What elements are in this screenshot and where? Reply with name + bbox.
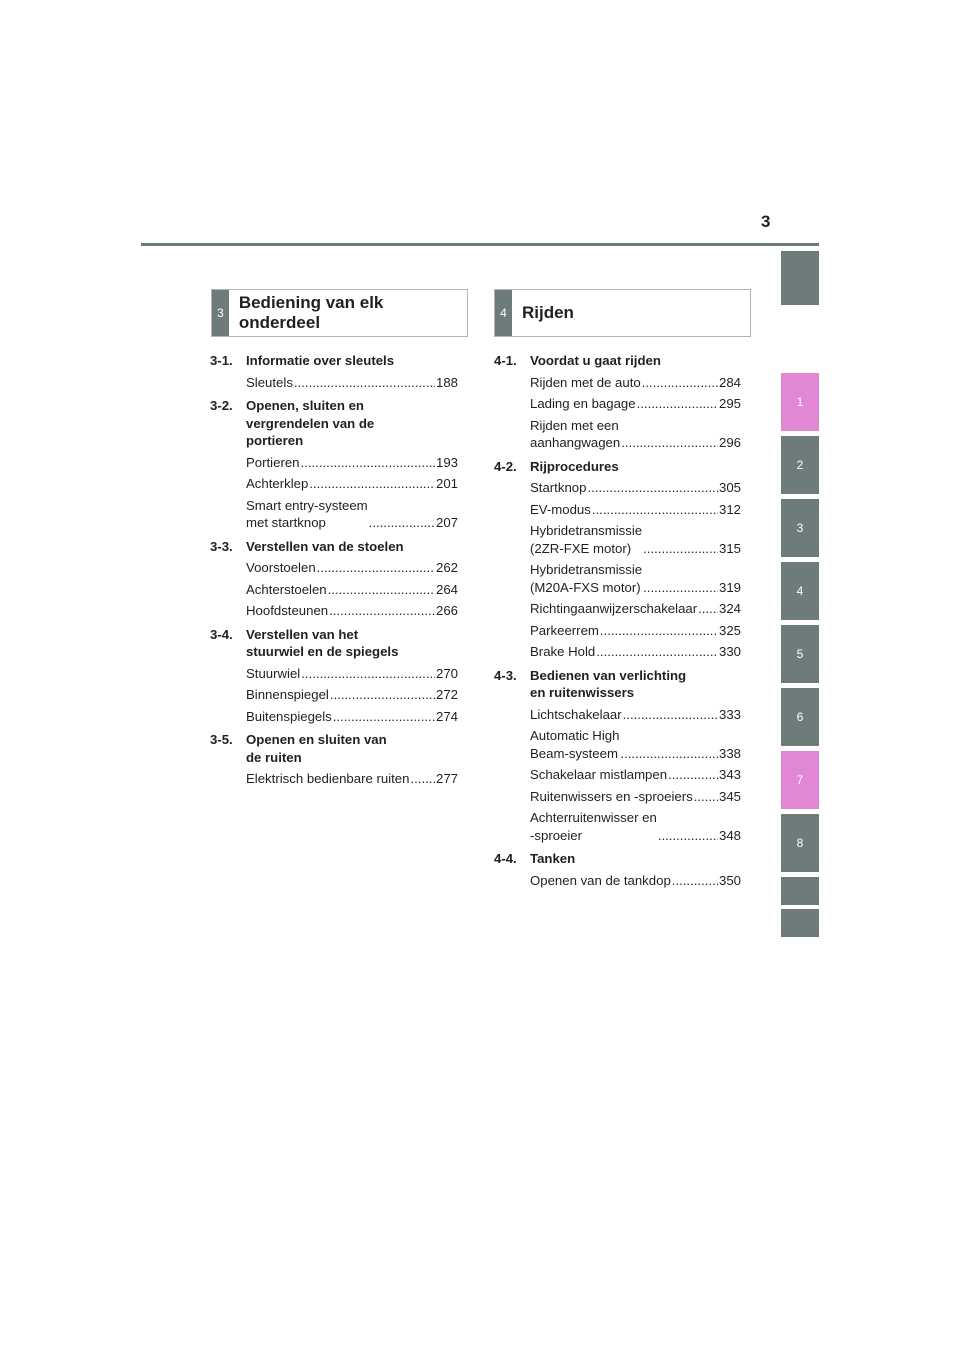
entry-page-number: 345 xyxy=(718,788,741,804)
entry-page-number: 324 xyxy=(718,601,741,616)
entry-label: Richtingaanwijzerschakelaar xyxy=(530,601,698,616)
toc-entry[interactable] xyxy=(530,788,741,806)
chapter-code: 4-3. xyxy=(494,667,517,683)
entry-page-number: 343 xyxy=(718,767,741,782)
entry-label: Elektrisch bedienbare ruiten xyxy=(246,771,410,786)
entry-label: Binnenspiegel xyxy=(246,687,329,702)
section-header-4 xyxy=(494,289,751,337)
chapter-title: Tanken xyxy=(530,851,576,866)
entry-page-number: 193 xyxy=(435,454,458,470)
toc-entry[interactable] xyxy=(530,706,741,724)
entry-page-number: 270 xyxy=(435,665,458,681)
page-number: 3 xyxy=(761,212,771,231)
entry-page-number: 325 xyxy=(718,622,741,638)
section-header-3 xyxy=(211,289,468,337)
entry-page-number: 333 xyxy=(718,706,741,722)
section-number: 3 xyxy=(212,290,229,336)
chapter-title: Openen, sluiten en vergrendelen van de portieren xyxy=(246,398,375,448)
header-rule xyxy=(141,243,819,246)
section-tab-5[interactable]: 5 xyxy=(781,625,819,683)
toc-entry[interactable] xyxy=(530,479,741,497)
entry-label: Schakelaar mistlampen xyxy=(530,767,668,782)
toc-entry[interactable] xyxy=(246,581,458,599)
entry-page-number: 262 xyxy=(435,560,458,575)
entry-label: Stuurwiel xyxy=(246,665,301,681)
entry-page-number: 264 xyxy=(435,581,458,597)
dot-leader xyxy=(309,475,435,493)
entry-page-number: 188 xyxy=(435,374,458,390)
chapter-heading[interactable] xyxy=(494,850,741,868)
dot-leader xyxy=(592,501,718,519)
entry-page-number: 312 xyxy=(718,501,741,517)
entry-label: Automatic High Beam-systeem xyxy=(530,728,620,761)
toc-chapter xyxy=(494,458,741,661)
dot-leader xyxy=(642,374,718,392)
entry-label: Rijden met een aanhangwagen xyxy=(530,417,621,450)
chapter-heading[interactable] xyxy=(494,352,741,370)
chapter-heading[interactable] xyxy=(494,667,741,702)
toc-entry[interactable] xyxy=(246,770,458,788)
toc-right-column xyxy=(494,352,741,893)
toc-entry[interactable] xyxy=(246,708,458,726)
entry-page-number: 319 xyxy=(718,579,741,595)
entry-page-number: 284 xyxy=(718,374,741,390)
chapter-code: 4-1. xyxy=(494,353,517,368)
toc-entry[interactable] xyxy=(530,727,741,762)
toc-chapter xyxy=(210,397,458,532)
section-tab-1[interactable]: 1 xyxy=(781,373,819,431)
entry-label: Hybridetransmissie (M20A-FXS motor) xyxy=(530,562,643,595)
entry-label: Achterklep xyxy=(246,476,309,491)
dot-leader xyxy=(637,395,718,413)
chapter-heading[interactable] xyxy=(210,626,458,661)
dot-leader xyxy=(658,827,718,845)
chapter-title: Informatie over sleutels xyxy=(246,353,395,368)
entry-label: Startknop xyxy=(530,480,587,495)
entry-page-number: 295 xyxy=(718,396,741,411)
toc-chapter xyxy=(210,538,458,620)
dot-leader xyxy=(643,540,718,558)
entry-label: Hoofdsteunen xyxy=(246,603,329,618)
chapter-title: Verstellen van de stoelen xyxy=(246,538,404,554)
toc-entry[interactable] xyxy=(530,561,741,596)
entry-label: Lichtschakelaar xyxy=(530,706,622,722)
chapter-code: 3-3. xyxy=(210,538,233,554)
dot-leader xyxy=(294,374,435,392)
toc-entry[interactable] xyxy=(530,395,741,413)
dot-leader xyxy=(301,454,435,472)
entry-label: Achterstoelen xyxy=(246,581,327,597)
toc-entry[interactable] xyxy=(246,454,458,472)
chapter-code: 3-2. xyxy=(210,398,233,413)
entry-page-number: 274 xyxy=(435,708,458,724)
dot-leader xyxy=(369,514,435,532)
entry-label: Smart entry-systeem met startknop xyxy=(246,497,368,530)
toc-entry[interactable] xyxy=(246,686,458,704)
dot-leader xyxy=(328,581,435,599)
chapter-title: Bedienen van verlichting en ruitenwissers xyxy=(530,667,687,700)
entry-page-number: 201 xyxy=(435,476,458,491)
toc-chapter xyxy=(494,352,741,452)
entry-label: Buitenspiegels xyxy=(246,708,332,724)
toc-chapter xyxy=(210,352,458,391)
toc-entry[interactable] xyxy=(530,809,741,844)
chapter-heading[interactable] xyxy=(494,458,741,476)
section-title: Rijden xyxy=(522,303,574,322)
chapter-title: Verstellen van het stuurwiel en de spiegels xyxy=(246,626,399,659)
chapter-code: 3-1. xyxy=(210,353,233,368)
dot-leader xyxy=(587,479,718,497)
chapter-heading[interactable] xyxy=(210,731,458,766)
section-tab-blank[interactable] xyxy=(781,251,819,305)
entry-page-number: 277 xyxy=(435,771,458,786)
chapter-code: 3-5. xyxy=(210,732,233,747)
entry-label: Rijden met de auto xyxy=(530,374,641,390)
entry-label: Voorstoelen xyxy=(246,560,316,575)
chapter-title: Rijprocedures xyxy=(530,458,619,474)
chapter-heading[interactable] xyxy=(210,397,458,450)
dot-leader xyxy=(600,622,718,640)
section-tab-4[interactable]: 4 xyxy=(781,562,819,620)
entry-page-number: 315 xyxy=(718,540,741,556)
entry-label: Brake Hold xyxy=(530,644,596,659)
entry-label: Openen van de tankdop xyxy=(530,872,671,888)
dot-leader xyxy=(668,766,718,784)
toc-left-column xyxy=(210,352,458,792)
section-tab-7[interactable]: 7 xyxy=(781,751,819,809)
entry-page-number: 348 xyxy=(718,827,741,843)
toc-entry[interactable] xyxy=(246,559,458,577)
entry-label: EV-modus xyxy=(530,501,591,517)
entry-page-number: 350 xyxy=(718,872,741,888)
toc-chapter xyxy=(494,667,741,845)
dot-leader xyxy=(330,686,435,704)
chapter-heading[interactable] xyxy=(210,538,458,556)
section-tab-blank[interactable] xyxy=(781,877,819,905)
dot-leader xyxy=(621,434,718,452)
toc-chapter xyxy=(210,731,458,788)
dot-leader xyxy=(623,706,718,724)
dot-leader xyxy=(643,579,718,597)
chapter-code: 3-4. xyxy=(210,626,233,642)
toc-chapter xyxy=(210,626,458,726)
entry-label: Achterruitenwisser en -sproeier xyxy=(530,810,657,843)
chapter-title: Voordat u gaat rijden xyxy=(530,353,661,368)
section-tab-2[interactable]: 2 xyxy=(781,436,819,494)
toc-entry[interactable] xyxy=(246,374,458,392)
toc-chapter xyxy=(494,850,741,889)
toc-entry[interactable] xyxy=(530,643,741,661)
dot-leader xyxy=(596,643,718,661)
toc-entry[interactable] xyxy=(246,497,458,532)
toc-entry[interactable] xyxy=(530,600,741,618)
entry-page-number: 266 xyxy=(435,603,458,618)
dot-leader xyxy=(317,559,435,577)
toc-entry[interactable] xyxy=(530,374,741,392)
dot-leader xyxy=(329,602,435,620)
dot-leader xyxy=(698,600,718,618)
entry-label: Lading en bagage xyxy=(530,396,636,411)
chapter-code: 4-4. xyxy=(494,851,517,866)
entry-label: Parkeerrem xyxy=(530,622,599,638)
toc-entry[interactable] xyxy=(246,475,458,493)
section-title: Bediening van elk onderdeel xyxy=(238,293,384,332)
dot-leader xyxy=(333,708,435,726)
toc-entry[interactable] xyxy=(530,622,741,640)
toc-entry[interactable] xyxy=(530,766,741,784)
entry-page-number: 338 xyxy=(718,745,741,761)
toc-entry[interactable] xyxy=(530,501,741,519)
entry-label: Sleutels xyxy=(246,374,293,390)
entry-page-number: 296 xyxy=(718,435,741,450)
chapter-code: 4-2. xyxy=(494,458,517,474)
section-tab-3[interactable]: 3 xyxy=(781,499,819,557)
dot-leader xyxy=(410,770,435,788)
entry-page-number: 330 xyxy=(718,644,741,659)
entry-label: Portieren xyxy=(246,454,300,470)
toc-entry[interactable] xyxy=(246,602,458,620)
entry-page-number: 305 xyxy=(718,480,741,495)
dot-leader xyxy=(694,788,718,806)
entry-label: Hybridetransmissie (2ZR-FXE motor) xyxy=(530,523,643,556)
dot-leader xyxy=(672,872,718,890)
section-number: 4 xyxy=(495,290,512,336)
section-tab-8[interactable]: 8 xyxy=(781,814,819,872)
dot-leader xyxy=(301,665,435,683)
toc-entry[interactable] xyxy=(530,522,741,557)
section-tab-blank[interactable] xyxy=(781,909,819,937)
section-tab-6[interactable]: 6 xyxy=(781,688,819,746)
entry-label: Ruitenwissers en -sproeiers xyxy=(530,788,693,804)
entry-page-number: 207 xyxy=(435,515,458,530)
chapter-heading[interactable] xyxy=(210,352,458,370)
entry-page-number: 272 xyxy=(435,687,458,702)
toc-entry[interactable] xyxy=(530,872,741,890)
dot-leader xyxy=(620,745,718,763)
toc-entry[interactable] xyxy=(530,417,741,452)
toc-entry[interactable] xyxy=(246,665,458,683)
chapter-title: Openen en sluiten van de ruiten xyxy=(246,732,387,765)
